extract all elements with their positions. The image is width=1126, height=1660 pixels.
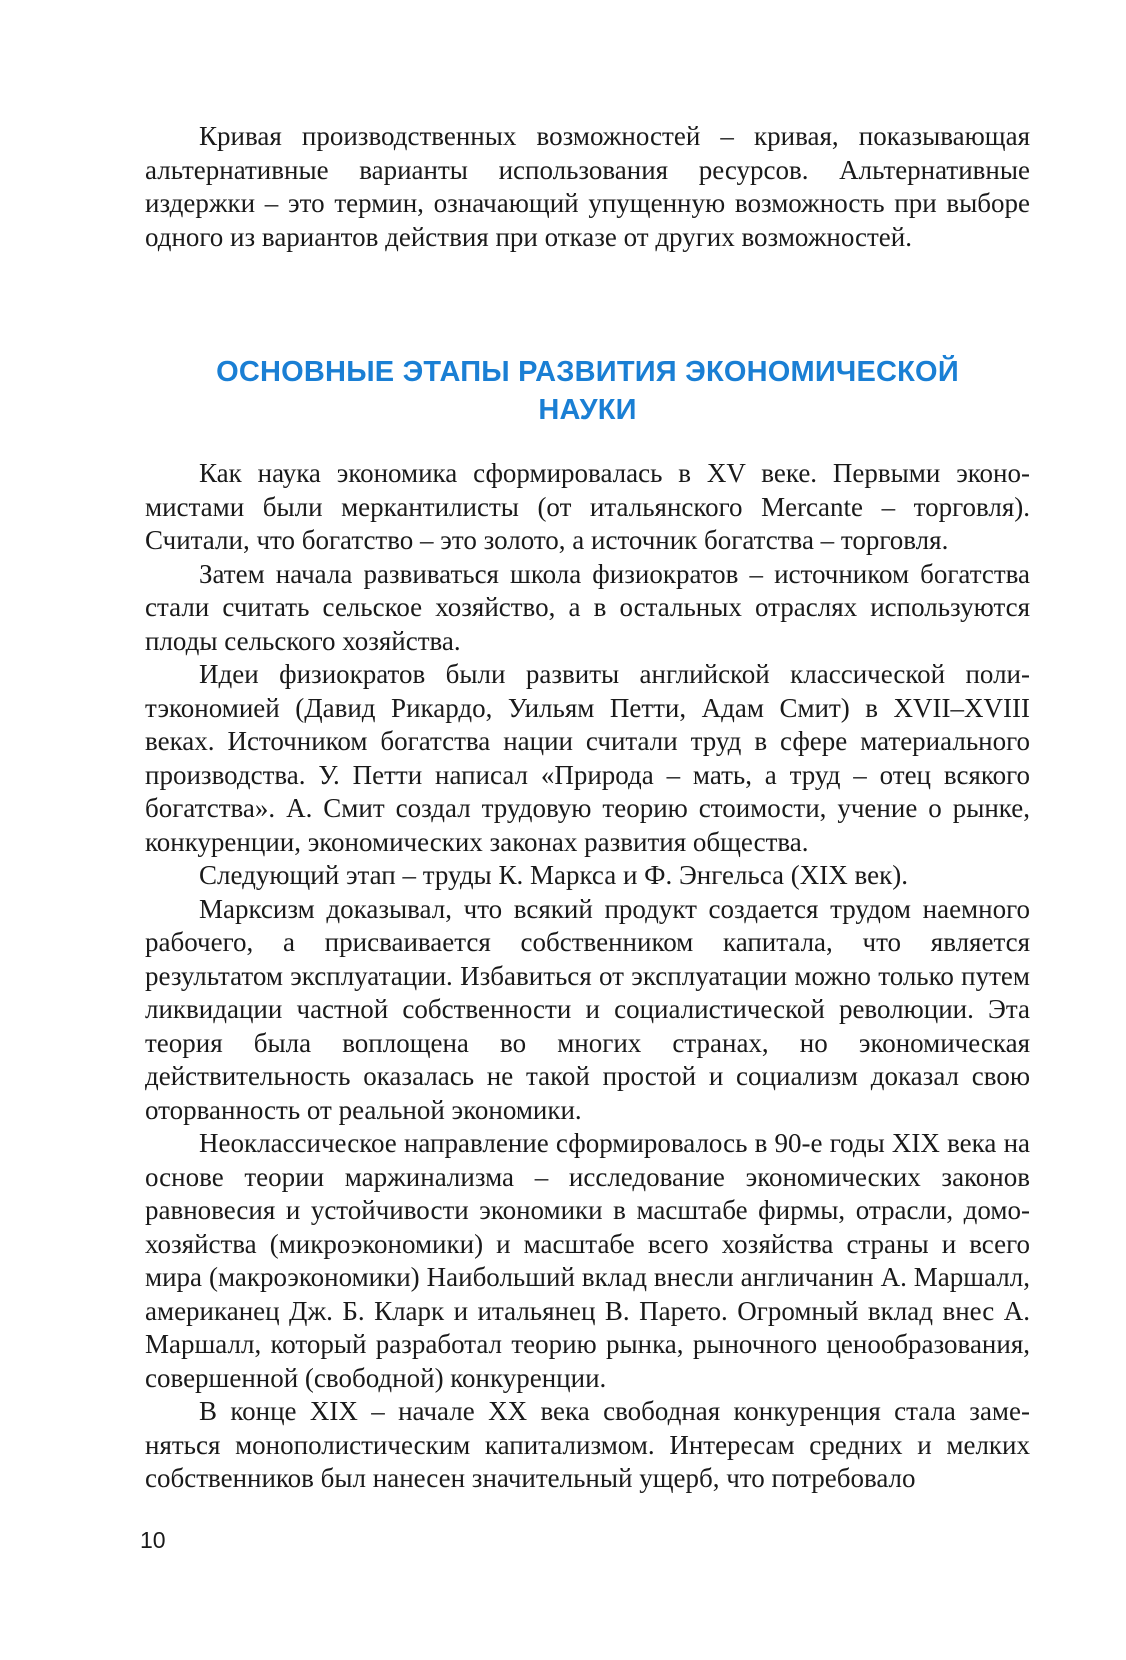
paragraph-physiocrats: Затем начала развиваться школа физиократов – источником богатства стали считать сельское хозяйство, а в остальных отраслях используются плоды сельского хозяйства. [145, 558, 1030, 656]
paragraph-neoclassical: Неоклассическое направление сформировалось в 90-е годы XIX века на основе теории маржинализма – исследование экономических законов равновесия и устойчивости экономики в масштабе фирмы, отрасли, домохозяйства (микроэкономики) и масштабе всего хозяйства страны и всего мира (макроэкономики) Наибольший вклад внесли англичанин А. Маршалл, американец Дж. Б. Кларк и итальянец В. Парето. Огромный вклад внес А. Маршалл, который разработал теорию рынка, рыночного ценообразования, совершенной (свободной) конкуренции. [145, 1128, 1030, 1393]
paragraph-monopoly-capitalism: В конце XIX – начале XX века свободная конкуренция стала заменяться монополистическим капитализмом. Интересам средних и мелких собственников был нанесен значительный ущерб, что потребовало [145, 1396, 1030, 1493]
section-heading-line-1: ОСНОВНЫЕ ЭТАПЫ РАЗВИТИЯ ЭКОНОМИЧЕСКОЙ [216, 356, 959, 388]
intro-section [145, 120, 1030, 254]
paragraph-marxism: Марксизм доказывал, что всякий продукт создается трудом наемного рабочего, а присваивается собственником капитала, что является результатом эксплуатации. Избавиться от эксплуатации можно только путем ликвидации частной собственности и социалистической революции. Эта теория была воплощена во многих странах, но экономическая действительность оказалась не такой простой и социализм доказал свою оторванность от реальной экономики. [145, 893, 1030, 1125]
body-section [145, 457, 1030, 1496]
paragraph-classical-economy: Идеи физиократов были развиты английской классической политэкономией (Давид Рикардо, Уильям Петти, Адам Смит) в XVII–XVIII веках. Источником богатства нации считали труд в сфере материального производства. У. Петти написал «Природа – мать, а труд – отец всякого богатства». А. Смит создал трудовую теорию стоимости, учение о рынке, конкуренции, экономических законах развития общества. [145, 659, 1030, 857]
section-heading [145, 353, 1030, 429]
page-number: 10 [140, 1527, 166, 1553]
paragraph-marx-engels: Следующий этап – труды К. Маркса и Ф. Энгельса (XIX век). [199, 860, 908, 890]
intro-paragraph: Кривая производственных возможностей – кривая, показывающая альтернативные варианты использования ресурсов. Альтернативные издержки – это термин, означающий упущенную возможность при выборе одного из вариантов действия при отказе от других возможностей. [145, 121, 1030, 252]
paragraph-mercantilists: Как наука экономика сформировалась в XV веке. Первыми экономистами были меркантилисты (от итальянского Mercante – торговля). Считали, что богатство – это золото, а источник богатства – торговля. [145, 458, 1030, 555]
section-heading-line-2: НАУКИ [538, 394, 637, 426]
